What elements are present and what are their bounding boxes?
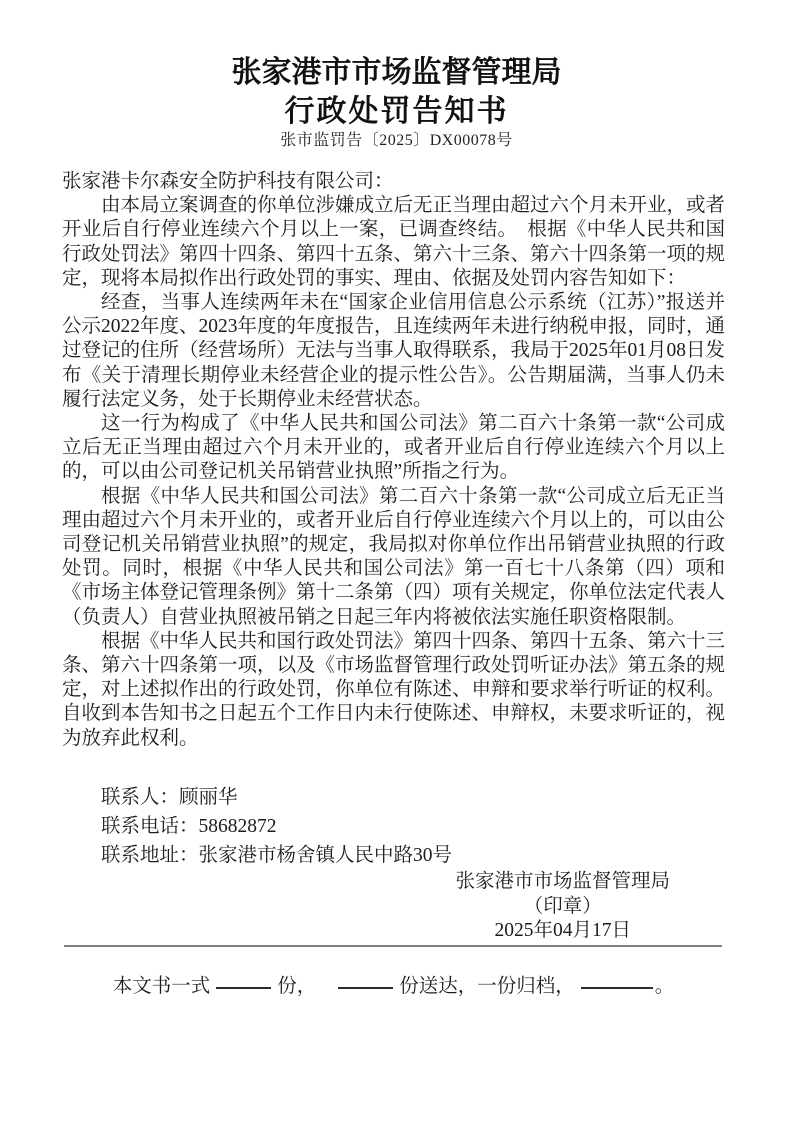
divider-rule xyxy=(64,945,722,947)
signature-date: 2025年04月17日 xyxy=(494,920,631,941)
body-paragraph: 这一行为构成了《中华人民共和国公司法》第二百六十条第一款“公司成立后无正当理由超过六个月未开业的，或者开业后自行停业连续六个月以上的，可以由公司登记机关吊销营业执照”所指之行为。 xyxy=(62,413,725,483)
body-paragraph: 经查，当事人连续两年未在“国家企业信用信息公示系统（江苏）”报送并公示2022年度、2023年度的年度报告，且连续两年未进行纳税申报，同时，通过登记的住所（经营场所）无法与当事人取得联系，我局于2025年01月08日发布《关于清理长期停业未经营企业的提示性公告》。公告期届满，当事人仍未履行法定义务，处于长期停业未经营状态。 xyxy=(62,292,726,410)
recipient-line: 张家港卡尔森安全防护科技有限公司： xyxy=(62,171,394,192)
signature-block xyxy=(455,870,670,944)
contact-phone-line: 联系电话：58682872 xyxy=(101,816,277,837)
document-number: 张市监罚告〔2025〕DX00078号 xyxy=(280,132,513,149)
body-text xyxy=(62,170,725,751)
body-paragraph: 由本局立案调查的你单位涉嫌成立后无正当理由超过六个月未开业，或者开业后自行停业连续六个月以上一案，已调查终结。 根据《中华人民共和国行政处罚法》第四十四条、第四十五条、第六十三条、第六十四条第一项的规定，现将本局拟作出行政处罚的事实、理由、依据及处罚内容告知如下： xyxy=(62,195,726,289)
body-paragraph: 根据《中华人民共和国行政处罚法》第四十四条、第四十五条、第六十三条、第六十四条第一项，以及《市场监督管理行政处罚听证办法》第五条的规定，对上述拟作出的行政处罚，你单位有陈述、申辩和要求举行听证的权利。自收到本告知书之日起五个工作日内未行使陈述、申辩权，未要求听证的，视为放弃此权利。 xyxy=(62,630,726,749)
seal-placeholder: （印章） xyxy=(523,895,602,917)
signature-agency: 张家港市市场监督管理局 xyxy=(455,871,670,892)
footer-note xyxy=(62,973,725,1001)
contact-address-line: 联系地址：张家港市杨舍镇人民中路30号 xyxy=(101,845,453,866)
footer-text-suffix: 。 xyxy=(654,976,675,997)
body-paragraph: 根据《中华人民共和国公司法》第二百六十条第一款“公司成立后无正当理由超过六个月未开业的，或者开业后自行停业连续六个月以上的，可以由公司登记机关吊销营业执照”的规定，我局拟对你单位作出吊销营业执照的行政处罚。同时，根据《中华人民共和国公司法》第一百七十八条第（四）项和《市场主体登记管理条例》第十二条第（四）项有关规定，你单位法定代表人（负责人）自营业执照被吊销之日起三年内将被依法实施任职资格限制。 xyxy=(62,485,726,628)
notice-title: 行政处罚告知书 xyxy=(284,95,509,128)
footer-text-mid2: 份送达，一份归档， xyxy=(399,976,575,997)
delivered-count-blank xyxy=(338,970,393,989)
extra-note-blank xyxy=(581,970,653,989)
footer-text-mid1: 份， xyxy=(277,976,317,997)
contact-person-line: 联系人：顾丽华 xyxy=(101,787,238,808)
copies-count-blank xyxy=(216,970,271,989)
contact-info xyxy=(62,783,725,870)
footer-text-prefix: 本文书一式 xyxy=(112,976,211,997)
issuing-agency-title: 张家港市市场监督管理局 xyxy=(231,56,562,89)
